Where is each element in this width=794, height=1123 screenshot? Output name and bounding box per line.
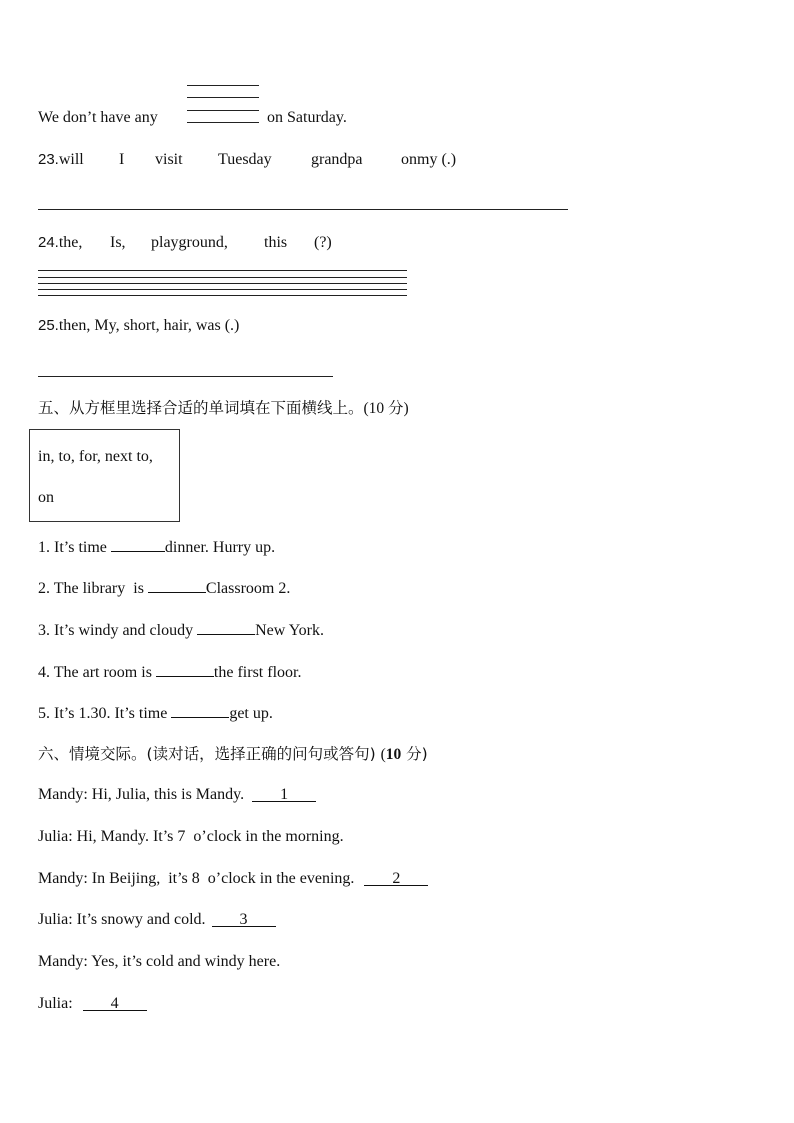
fill-blank[interactable] [148,577,206,593]
item-number: 5. [38,705,50,722]
section5-points: (10 分) [363,400,409,417]
fill-blank[interactable] [171,702,229,718]
section6-instruction: (读对话，选择正确的问句或答句) [146,745,376,763]
item-number: 3. [38,622,50,639]
answer-line [187,97,259,98]
dialogue-line [38,785,316,805]
item-text: It’s windy and cloudy [54,622,194,639]
answer-line [38,295,407,296]
q23-number: 23. [38,151,59,168]
dialogue-blank[interactable]: 4 [83,995,147,1011]
item-text: dinner. Hurry up. [164,539,276,556]
speaker-label: Mandy: [38,786,88,803]
item-text: Classroom 2. [205,580,291,597]
q23-word: visit [155,151,183,168]
q22-after-text: on Saturday. [267,109,347,126]
q24-row [38,233,82,253]
item-text: It’s time [54,539,107,556]
section6-points-unit: 分) [401,745,428,763]
q23-word: will [58,151,84,168]
word-bank-line: in, to, for, next to, [38,448,153,465]
section5-item [38,702,273,724]
section5-item [38,536,275,558]
q24-number: 24. [38,234,59,251]
dialogue-text: It’s snowy and cold. [76,911,206,928]
dialogue-text: In Beijing, it’s 8 o’clock in the evening. [91,870,355,887]
section5-item [38,661,301,683]
answer-line [38,283,407,284]
q24-word: this [264,234,288,251]
dialogue-text: Yes, it’s cold and windy here. [91,953,281,970]
answer-line [187,85,259,86]
q23-answer-line[interactable] [38,209,568,210]
q23-word: I [119,151,125,168]
q22-before-text: We don’t have any [38,109,158,126]
item-text: get up. [229,705,273,722]
dialogue-line [38,952,280,972]
q23-word: Tuesday [218,151,272,168]
q23-word: onmy (.) [401,151,457,168]
item-text: the first floor. [213,664,302,681]
item-text: It’s 1.30. It’s time [54,705,168,722]
speaker-label: Mandy: [38,870,88,887]
answer-line [187,110,259,111]
answer-line [38,289,407,290]
q24-word: the, [58,234,83,251]
section5-title: 五、从方框里选择合适的单词填在下面横线上。 [38,399,364,417]
dialogue-line [38,994,147,1014]
speaker-label: Julia: [38,911,73,928]
section5-item [38,577,290,599]
q25-number: 25. [38,317,59,334]
q24-word: Is, [110,234,126,251]
q25-answer-line[interactable] [38,376,333,377]
q24-word: playground, [151,234,228,251]
q25-words: then, My, short, hair, was (.) [58,317,240,334]
q23-word: grandpa [311,151,363,168]
word-bank-box [29,429,180,522]
fill-blank[interactable] [111,536,165,552]
q22-sentence [38,108,158,128]
dialogue-blank[interactable]: 2 [364,870,428,886]
answer-line [187,122,259,123]
section5-heading [38,398,409,419]
dialogue-blank[interactable]: 1 [252,786,316,802]
q25-row [38,316,239,336]
q24-word: (?) [314,234,332,251]
item-text: The art room is [53,664,152,681]
item-text: The library is [53,580,144,597]
dialogue-text: Hi, Mandy. It’s 7 o’clock in the morning. [76,828,344,845]
item-number: 2. [38,580,50,597]
item-text: New York. [255,622,324,639]
section6-points-open: ( [380,746,386,763]
answer-line [38,270,407,271]
answer-line [38,277,407,278]
section6-title: 六、情境交际。 [38,745,147,763]
q23-row [38,150,84,170]
dialogue-text: Hi, Julia, this is Mandy. [91,786,245,803]
section5-item [38,619,324,641]
dialogue-line [38,910,276,930]
item-number: 1. [38,539,50,556]
fill-blank[interactable] [197,619,255,635]
speaker-label: Julia: [38,995,73,1012]
dialogue-blank[interactable]: 3 [212,911,276,927]
section6-points-number: 10 [385,746,402,763]
q22-after [267,108,347,128]
fill-blank[interactable] [156,661,214,677]
dialogue-line [38,827,344,847]
item-number: 4. [38,664,50,681]
dialogue-line [38,869,428,889]
word-bank-line: on [38,489,54,506]
section6-heading [38,744,428,765]
speaker-label: Mandy: [38,953,88,970]
speaker-label: Julia: [38,828,73,845]
